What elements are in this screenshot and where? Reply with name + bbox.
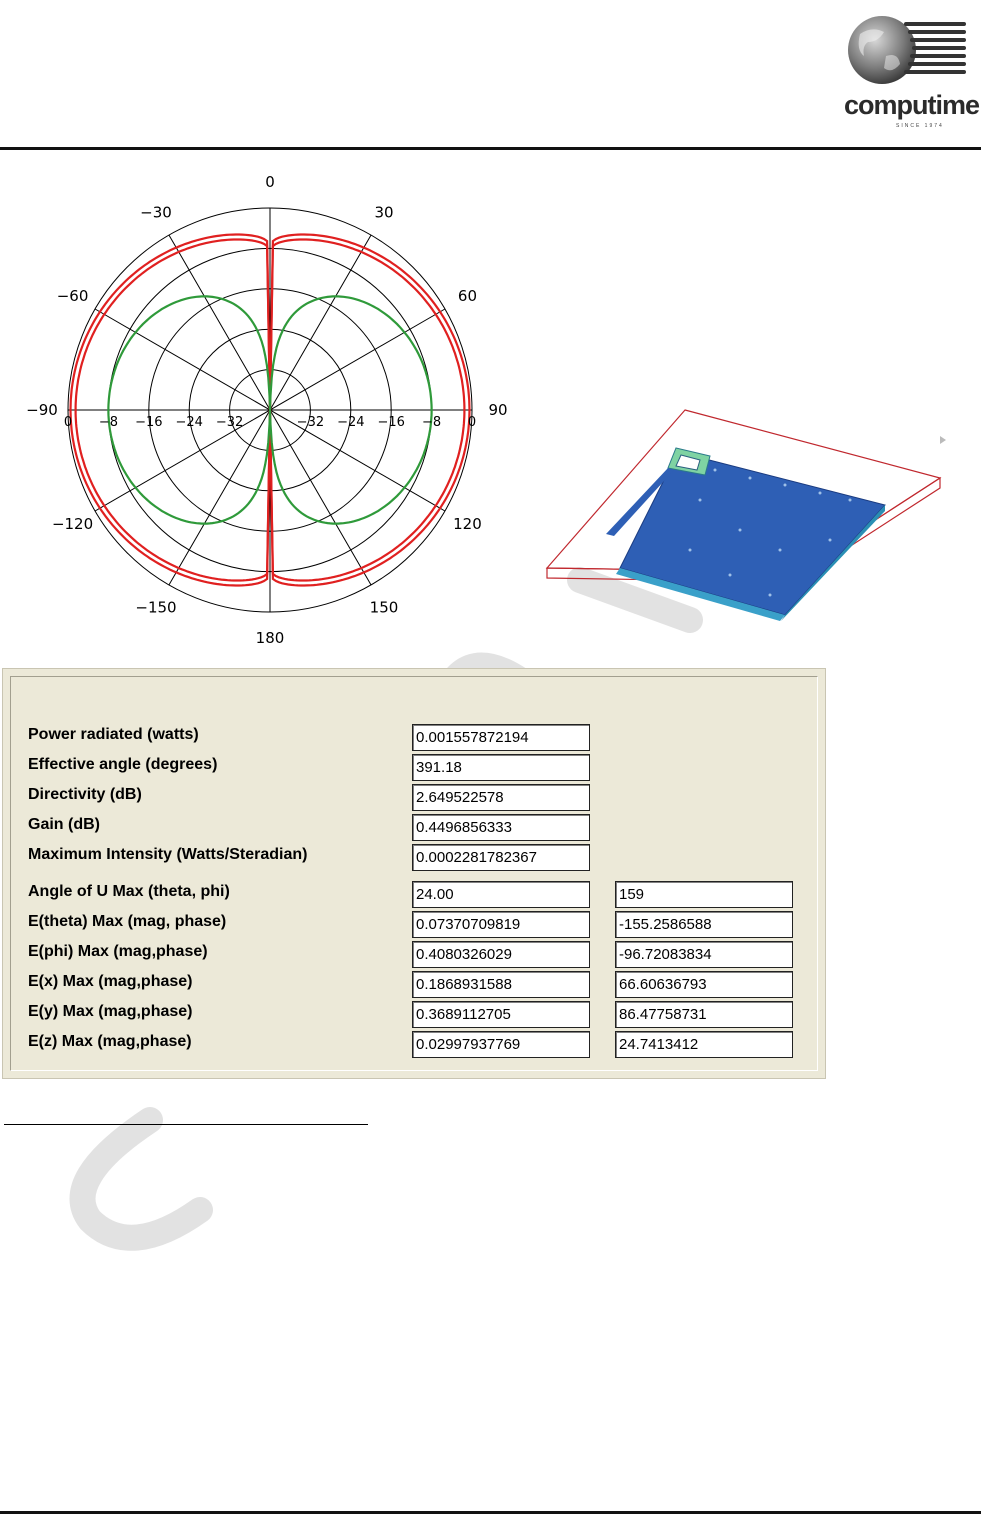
- angle-label: 30: [374, 203, 394, 222]
- radial-label: −8: [98, 415, 118, 430]
- radial-label: −24: [175, 415, 203, 430]
- property-value-field[interactable]: 0.001557872194: [412, 724, 590, 751]
- angle-label: −120: [51, 515, 94, 533]
- radiation-pattern-chart: [0, 152, 540, 667]
- angle-label: 0: [265, 173, 275, 191]
- angle-label: 180: [255, 629, 285, 647]
- angle-label: −30: [140, 203, 172, 222]
- property-value-field[interactable]: 0.4496856333: [412, 814, 590, 841]
- logo-wordmark: computime: [844, 90, 980, 120]
- property-row: [3, 969, 827, 999]
- angle-label: −90: [26, 401, 58, 419]
- antenna-3d-model: [540, 400, 981, 662]
- radial-label: −16: [377, 415, 405, 430]
- radial-label: 0: [467, 415, 477, 430]
- property-label: E(x) Max (mag,phase): [28, 973, 193, 990]
- angle-label: −60: [56, 287, 89, 305]
- logo-since: SINCE 1974: [896, 123, 944, 129]
- property-row: [3, 842, 827, 872]
- property-row: [3, 752, 827, 782]
- property-value-field-2[interactable]: 24.7413412: [615, 1031, 793, 1058]
- property-row: [3, 722, 827, 752]
- property-label: Maximum Intensity (Watts/Steradian): [28, 846, 308, 863]
- property-value-field[interactable]: 0.4080326029: [412, 941, 590, 968]
- property-label: E(phi) Max (mag,phase): [28, 943, 208, 960]
- property-value-field[interactable]: 24.00: [412, 881, 590, 908]
- property-label: Gain (dB): [28, 816, 100, 833]
- property-row: [3, 939, 827, 969]
- property-row: [3, 999, 827, 1029]
- text-underline: [4, 1124, 368, 1125]
- property-label: E(y) Max (mag,phase): [28, 1003, 193, 1020]
- angle-label: 120: [453, 515, 482, 533]
- far-field-properties-panel: [2, 668, 826, 1079]
- header-divider: [0, 147, 981, 150]
- angle-label: 90: [488, 401, 508, 419]
- property-value-field-2[interactable]: -155.2586588: [615, 911, 793, 938]
- footer-divider: [0, 1511, 981, 1514]
- property-label: Power radiated (watts): [28, 726, 199, 743]
- property-value-field[interactable]: 0.0002281782367: [412, 844, 590, 871]
- property-row: [3, 1029, 827, 1059]
- property-row: [3, 909, 827, 939]
- property-value-field-2[interactable]: 86.47758731: [615, 1001, 793, 1028]
- property-row: [3, 782, 827, 812]
- angle-label: 150: [369, 598, 399, 617]
- radial-label: −32: [296, 415, 325, 430]
- property-label: Effective angle (degrees): [28, 756, 218, 773]
- angle-label: 60: [457, 287, 478, 305]
- globe-icon: [838, 12, 976, 92]
- property-value-field[interactable]: 0.07370709819: [412, 911, 590, 938]
- property-row: [3, 812, 827, 842]
- property-value-field[interactable]: 0.3689112705: [412, 1001, 590, 1028]
- radial-label: −16: [135, 415, 163, 430]
- angle-label: −150: [135, 598, 177, 617]
- property-value-field[interactable]: 0.1868931588: [412, 971, 590, 998]
- property-label: Directivity (dB): [28, 786, 142, 803]
- property-value-field[interactable]: 391.18: [412, 754, 590, 781]
- property-label: E(theta) Max (mag, phase): [28, 913, 227, 930]
- property-value-field-2[interactable]: 159: [615, 881, 793, 908]
- radial-label: −8: [422, 415, 442, 430]
- property-label: E(z) Max (mag,phase): [28, 1033, 192, 1050]
- radial-label: −24: [337, 415, 365, 430]
- radial-label: −32: [215, 415, 244, 430]
- property-value-field[interactable]: 2.649522578: [412, 784, 590, 811]
- property-value-field[interactable]: 0.02997937769: [412, 1031, 590, 1058]
- computime-logo: [838, 12, 980, 134]
- radial-label: 0: [63, 415, 73, 430]
- property-row: [3, 879, 827, 909]
- property-value-field-2[interactable]: 66.60636793: [615, 971, 793, 998]
- property-label: Angle of U Max (theta, phi): [28, 883, 230, 900]
- property-value-field-2[interactable]: -96.72083834: [615, 941, 793, 968]
